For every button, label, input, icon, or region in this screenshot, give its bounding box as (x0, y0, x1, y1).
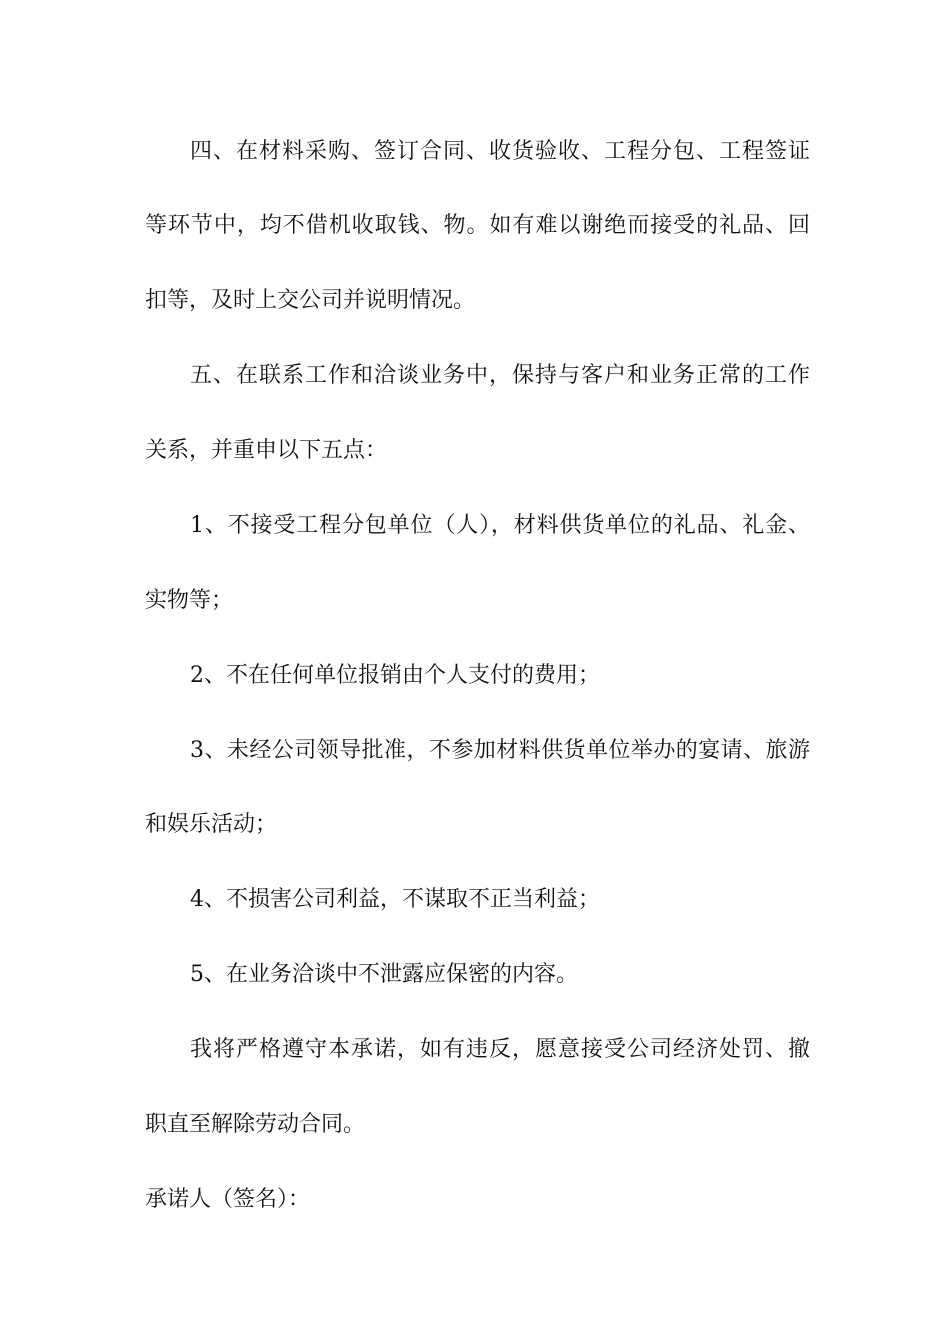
paragraph-4-line-3: 扣等，及时上交公司并说明情况。 (145, 288, 476, 313)
paragraph-4-line-2: 等环节中，均不借机收取钱、物。如有难以谢绝而接受的礼品、回 (145, 213, 810, 238)
pledge-line-1: 我将严格遵守本承诺，如有违反，愿意接受公司经济处罚、撤 (190, 1037, 810, 1062)
pledge-line-2: 职直至解除劳动合同。 (145, 1112, 366, 1137)
item-3-line-1: 3、未经公司领导批准，不参加材料供货单位举办的宴请、旅游 (190, 738, 810, 763)
item-1-line-2: 实物等； (145, 588, 234, 613)
signature-label: 承诺人（签名）： (145, 1187, 311, 1212)
paragraph-5-line-1: 五、在联系工作和洽谈业务中，保持与客户和业务正常的工作 (190, 363, 810, 388)
paragraph-4-line-1: 四、在材料采购、签订合同、收货验收、工程分包、工程签证 (190, 139, 810, 164)
item-5: 5、在业务洽谈中不泄露应保密的内容。 (190, 962, 578, 987)
paragraph-5-line-2: 关系，并重申以下五点： (145, 438, 388, 463)
item-1-line-1: 1、不接受工程分包单位（人），材料供货单位的礼品、礼金、 (190, 513, 810, 538)
item-4: 4、不损害公司利益，不谋取不正当利益； (190, 887, 600, 912)
item-2: 2、不在任何单位报销由个人支付的费用； (190, 663, 600, 688)
item-3-line-2: 和娱乐活动； (145, 812, 278, 837)
